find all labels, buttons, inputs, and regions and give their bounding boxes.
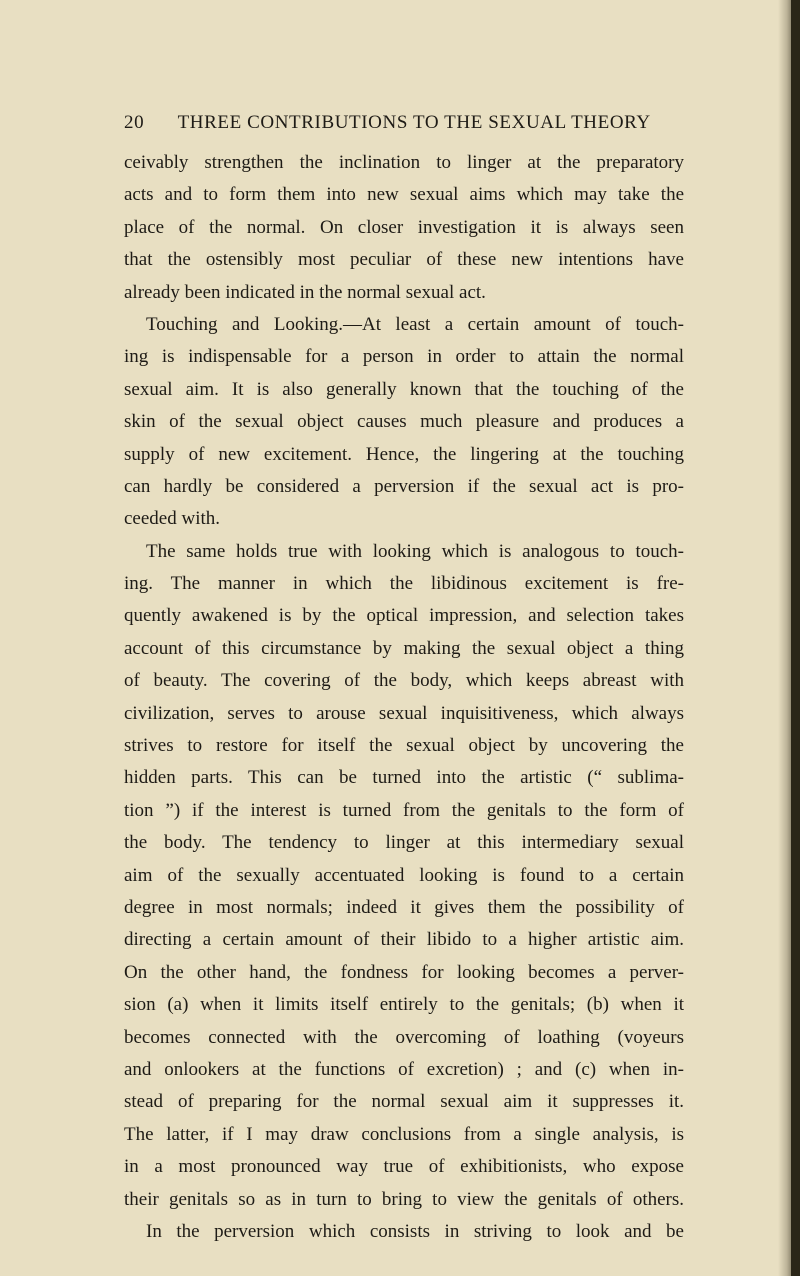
text-line: their genitals so as in turn to bring to view the genitals of others. <box>124 1188 684 1210</box>
text-line: Touching and Looking.—At least a certain amount of touch- <box>146 313 684 335</box>
text-line: ceeded with. <box>124 508 221 530</box>
text-line: quently awakened is by the optical impression, and selection takes <box>124 605 684 627</box>
text-line: becomes connected with the overcoming of loathing (voyeurs <box>124 1026 684 1048</box>
text-line: The latter, if I may draw conclusions from a single analysis, is <box>124 1123 684 1145</box>
text-line: stead of preparing for the normal sexual aim it suppresses it. <box>124 1091 684 1113</box>
text-line: sexual aim. It is also generally known that the touching of the <box>124 378 684 400</box>
page-binding-edge <box>791 0 800 1276</box>
text-line: acts and to form them into new sexual aims which may take the <box>124 184 684 206</box>
text-line: and onlookers at the functions of excretion) ; and (c) when in- <box>124 1058 684 1080</box>
text-line: strives to restore for itself the sexual object by uncovering the <box>124 735 684 757</box>
text-line: already been indicated in the normal sexual act. <box>124 281 486 303</box>
text-line: aim of the sexually accentuated looking is found to a certain <box>124 864 684 886</box>
running-head: THREE CONTRIBUTIONS TO THE SEXUAL THEORY <box>177 112 651 133</box>
text-line: skin of the sexual object causes much pleasure and produces a <box>124 411 684 433</box>
text-line: In the perversion which consists in striving to look and be <box>146 1220 684 1242</box>
text-line: civilization, serves to arouse sexual inquisitiveness, which always <box>124 702 684 724</box>
text-line: The same holds true with looking which is analogous to touch- <box>146 540 684 562</box>
page-number: 20 <box>124 112 145 133</box>
text-line: can hardly be considered a perversion if the sexual act is pro- <box>124 475 684 497</box>
page-header <box>124 112 684 134</box>
body-text <box>124 147 684 1248</box>
text-line: of beauty. The covering of the body, which keeps abreast with <box>124 670 684 692</box>
text-line: sion (a) when it limits itself entirely to the genitals; (b) when it <box>124 994 684 1016</box>
text-line: place of the normal. On closer investigation it is always seen <box>124 216 684 238</box>
text-line: On the other hand, the fondness for looking becomes a perver- <box>124 961 684 983</box>
text-line: degree in most normals; indeed it gives them the possibility of <box>124 896 684 918</box>
text-line: supply of new excitement. Hence, the lingering at the touching <box>124 443 684 465</box>
text-line: hidden parts. This can be turned into the artistic (“ sublima- <box>124 767 684 789</box>
text-line: in a most pronounced way true of exhibitionists, who expose <box>124 1156 684 1178</box>
text-line: that the ostensibly most peculiar of these new intentions have <box>124 249 684 271</box>
text-line: ing is indispensable for a person in order to attain the normal <box>124 346 684 368</box>
text-line: directing a certain amount of their libido to a higher artistic aim. <box>124 929 684 951</box>
text-line: ceivably strengthen the inclination to linger at the preparatory <box>124 152 684 173</box>
text-line: ing. The manner in which the libidinous excitement is fre- <box>124 573 684 595</box>
text-line: tion ”) if the interest is turned from the genitals to the form of <box>124 799 684 821</box>
text-line: the body. The tendency to linger at this intermediary sexual <box>124 832 684 854</box>
text-line: account of this circumstance by making the sexual object a thing <box>124 637 684 659</box>
